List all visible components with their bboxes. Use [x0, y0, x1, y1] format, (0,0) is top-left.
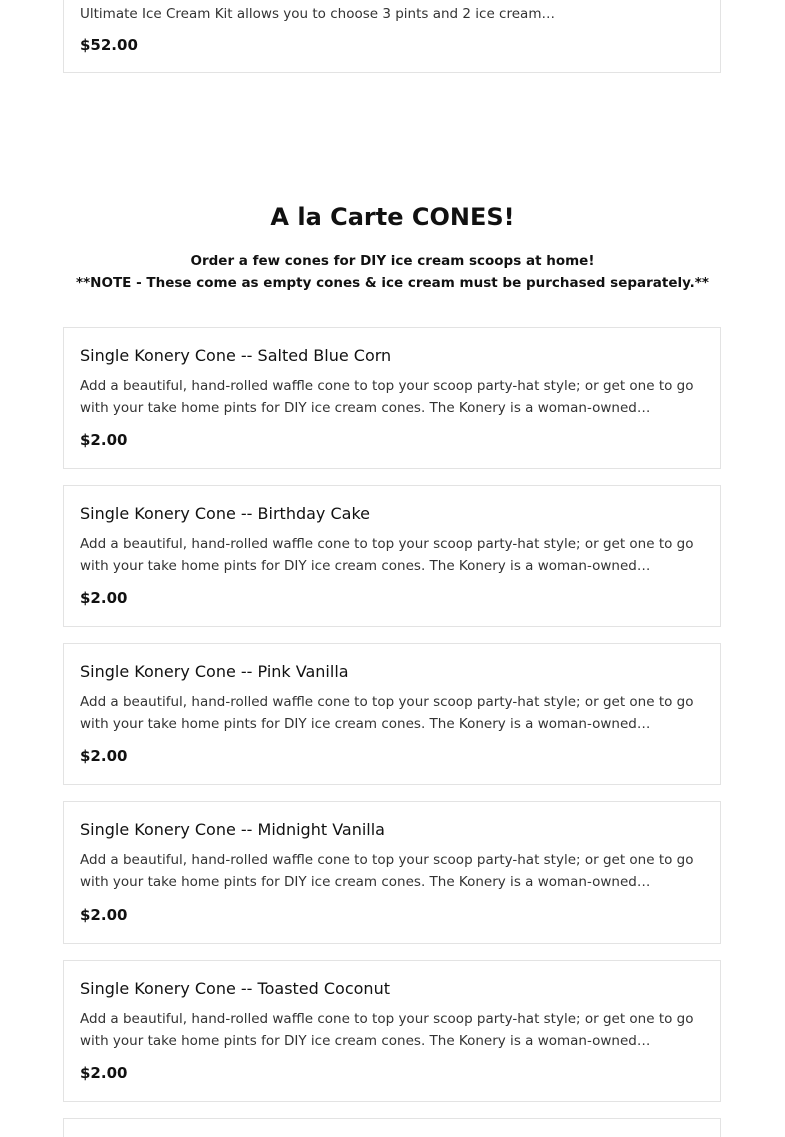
menu-item-description: Add a beautiful, hand-rolled waffle cone to top your scoop party-hat style; or get one to go with your take home pints for DIY ice cream cones. The Konery is a woman-owned [80, 694, 694, 732]
menu-item-card-ultimate-kit[interactable] [63, 0, 721, 73]
menu-item-price: $2.00 [80, 747, 128, 765]
menu-item-description: Add a beautiful, hand-rolled waffle cone to top your scoop party-hat style; or get one to go with your take home pints for DIY ice cream cones. The Konery is a woman-owned [80, 536, 694, 574]
menu-item-description: Add a beautiful, hand-rolled waffle cone to top your scoop party-hat style; or get one to go with your take home pints for DIY ice cream cones. The Konery is a woman-owned [80, 378, 694, 416]
menu-item-description: Ultimate Ice Cream Kit allows you to choose 3 pints and 2 ice cream… [80, 6, 555, 22]
menu-item-price: $52.00 [80, 36, 138, 54]
menu-item-title: Single Konery Cone -- Pink Vanilla [80, 662, 349, 681]
menu-item-title: Single Konery Cone -- Birthday Cake [80, 504, 370, 523]
menu-item-card[interactable] [63, 801, 721, 944]
menu-item-price: $2.00 [80, 906, 128, 924]
menu-item-description: Add a beautiful, hand-rolled waffle cone to top your scoop party-hat style; or get one to go with your take home pints for DIY ice cream cones. The Konery is a woman-owned [80, 1011, 694, 1049]
section-heading: A la Carte CONES! [270, 203, 515, 231]
section-note: **NOTE - These come as empty cones & ice cream must be purchased separately.** [76, 275, 709, 291]
menu-item-price: $2.00 [80, 1064, 128, 1082]
menu-item-description: Add a beautiful, hand-rolled waffle cone to top your scoop party-hat style; or get one to go with your take home pints for DIY ice cream cones. The Konery is a woman-owned [80, 852, 694, 890]
menu-item-card-partial[interactable] [63, 1118, 721, 1137]
menu-item-price: $2.00 [80, 589, 128, 607]
menu-item-card[interactable] [63, 960, 721, 1102]
section-subtitle: Order a few cones for DIY ice cream scoops at home! [190, 253, 595, 269]
menu-item-price: $2.00 [80, 431, 128, 449]
menu-item-title: Single Konery Cone -- Midnight Vanilla [80, 820, 385, 839]
menu-item-title: Single Konery Cone -- Toasted Coconut [80, 979, 390, 998]
menu-item-card[interactable] [63, 327, 721, 469]
menu-item-title: Single Konery Cone -- Salted Blue Corn [80, 346, 392, 365]
menu-item-card[interactable] [63, 643, 721, 785]
menu-item-card[interactable] [63, 485, 721, 627]
